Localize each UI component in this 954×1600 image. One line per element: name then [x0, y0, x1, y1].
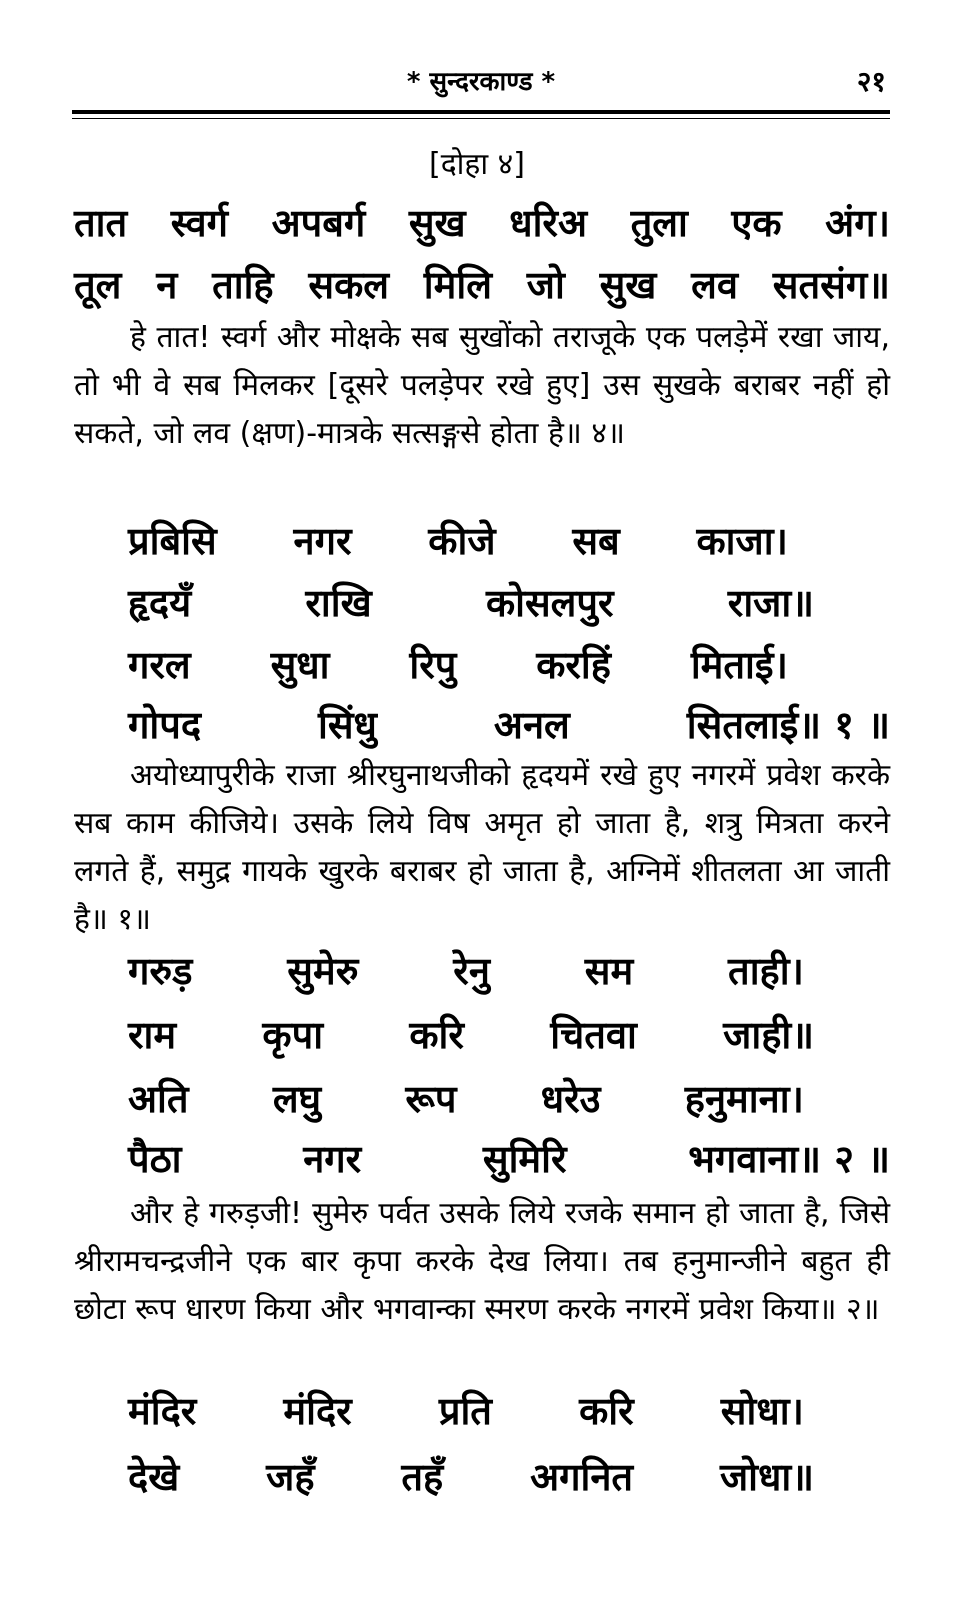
verse-line — [128, 1072, 804, 1122]
verse-line — [128, 944, 804, 994]
verse-word: हृदयँ — [128, 581, 192, 625]
verse-word: सब — [572, 519, 620, 563]
verse-word: अगनित — [530, 1455, 634, 1499]
verse-word: जाही॥ — [723, 1013, 814, 1057]
meaning-paragraph — [74, 1190, 890, 1334]
verse-word: चितवा — [550, 1013, 637, 1057]
verse-line — [128, 514, 788, 564]
doha-line: तूल न ताहि सकल मिलि जो सुख लव सतसंग॥ — [74, 263, 890, 307]
verse-word: राजा॥ — [727, 581, 814, 625]
verse-word: भगवाना॥ २ ॥ — [688, 1137, 890, 1181]
verse-line — [128, 1132, 890, 1182]
verse-word: रेनु — [453, 949, 490, 993]
verse-word: करहिं — [536, 643, 611, 687]
meaning-paragraph — [74, 752, 890, 944]
verse-word: सम — [584, 949, 634, 993]
verse-word: रूप — [405, 1077, 457, 1121]
book-title: * सुन्दरकाण्ड * — [406, 67, 556, 97]
verse-word: सुधा — [270, 643, 330, 687]
meaning-text: और हे गरुड़जी! सुमेरु पर्वत उसके लिये रजके समान हो जाता है, जिसे श्रीरामचन्द्रजीने एक बार कृपा करके देख लिया। तब हनुमान्जीने बहुत ही छोटा रूप धारण किया और भगवान्का स्मरण करके नगरमें प्रवेश किया॥ २॥ — [74, 1196, 890, 1327]
verse-word: करि — [579, 1389, 634, 1433]
verse-word: देखे — [128, 1455, 180, 1499]
doha-label: [दोहा ४] — [429, 147, 525, 182]
verse-word: काजा। — [696, 519, 788, 563]
verse-word: करि — [409, 1013, 464, 1057]
verse-word: प्रति — [438, 1389, 492, 1433]
header-rule-thin — [72, 118, 890, 119]
verse-word: जोधा॥ — [719, 1455, 814, 1499]
verse-line — [128, 1450, 814, 1500]
verse-line — [128, 638, 788, 688]
verse-word: लघु — [272, 1077, 322, 1121]
verse-line — [128, 1384, 804, 1434]
verse-word: अति — [128, 1077, 189, 1121]
verse-word: नगर — [293, 519, 352, 563]
verse-word: गरल — [128, 643, 191, 687]
meaning-text: हे तात! स्वर्ग और मोक्षके सब सुखोंको तराजूके एक पलड़ेमें रखा जाय, तो भी वे सब मिलकर [दूसरे पलड़ेपर रखे हुए] उस सुखके बराबर नहीं हो सकते, जो लव (क्षण)-मात्रके सत्सङ्गसे होता है॥ ४॥ — [74, 320, 890, 451]
verse-word: सिंधु — [318, 703, 377, 747]
verse-word: प्रबिसि — [128, 519, 217, 563]
verse-word: नगर — [303, 1137, 362, 1181]
verse-word: मंदिर — [128, 1389, 197, 1433]
verse-word: धरेउ — [540, 1077, 601, 1121]
page-header — [72, 62, 890, 102]
verse-word: रिपु — [409, 643, 457, 687]
verse-word: पैठा — [128, 1137, 182, 1181]
verse-word: हनुमाना। — [684, 1077, 804, 1121]
verse-word: गोपद — [128, 703, 201, 747]
header-rule-thick — [72, 110, 890, 114]
verse-word: ताही। — [728, 949, 804, 993]
verse-word: कोसलपुर — [485, 581, 614, 625]
verse-line — [128, 1008, 814, 1058]
verse-line — [128, 698, 890, 748]
doha-line: तात स्वर्ग अपबर्ग सुख धरिअ तुला एक अंग। — [74, 201, 890, 245]
verse-word: गरुड़ — [128, 949, 193, 993]
verse-word: जहँ — [266, 1455, 315, 1499]
verse-word: राखि — [305, 581, 372, 625]
verse-word: मंदिर — [283, 1389, 352, 1433]
verse-word: सितलाई॥ १ ॥ — [686, 703, 890, 747]
verse-word: कीजे — [428, 519, 496, 563]
meaning-text: अयोध्यापुरीके राजा श्रीरघुनाथजीको हृदयमें रखे हुए नगरमें प्रवेश करके सब काम कीजिये। उसके लिये विष अमृत हो जाता है, शत्रु मित्रता करने लगते हैं, समुद्र गायके खुरके बराबर हो जाता है, अग्निमें शीतलता आ जाती है॥ १॥ — [74, 758, 890, 937]
meaning-paragraph — [74, 314, 890, 458]
page-number: २१ — [856, 65, 886, 98]
verse-word: तहँ — [401, 1455, 444, 1499]
verse-word: अनल — [493, 703, 570, 747]
verse-word: राम — [128, 1013, 177, 1057]
verse-word: सुमिरि — [482, 1137, 567, 1181]
verse-word: सोधा। — [720, 1389, 804, 1433]
verse-word: सुमेरु — [287, 949, 359, 993]
verse-word: मिताई। — [690, 643, 788, 687]
verse-line — [128, 576, 814, 626]
verse-word: कृपा — [262, 1013, 324, 1057]
